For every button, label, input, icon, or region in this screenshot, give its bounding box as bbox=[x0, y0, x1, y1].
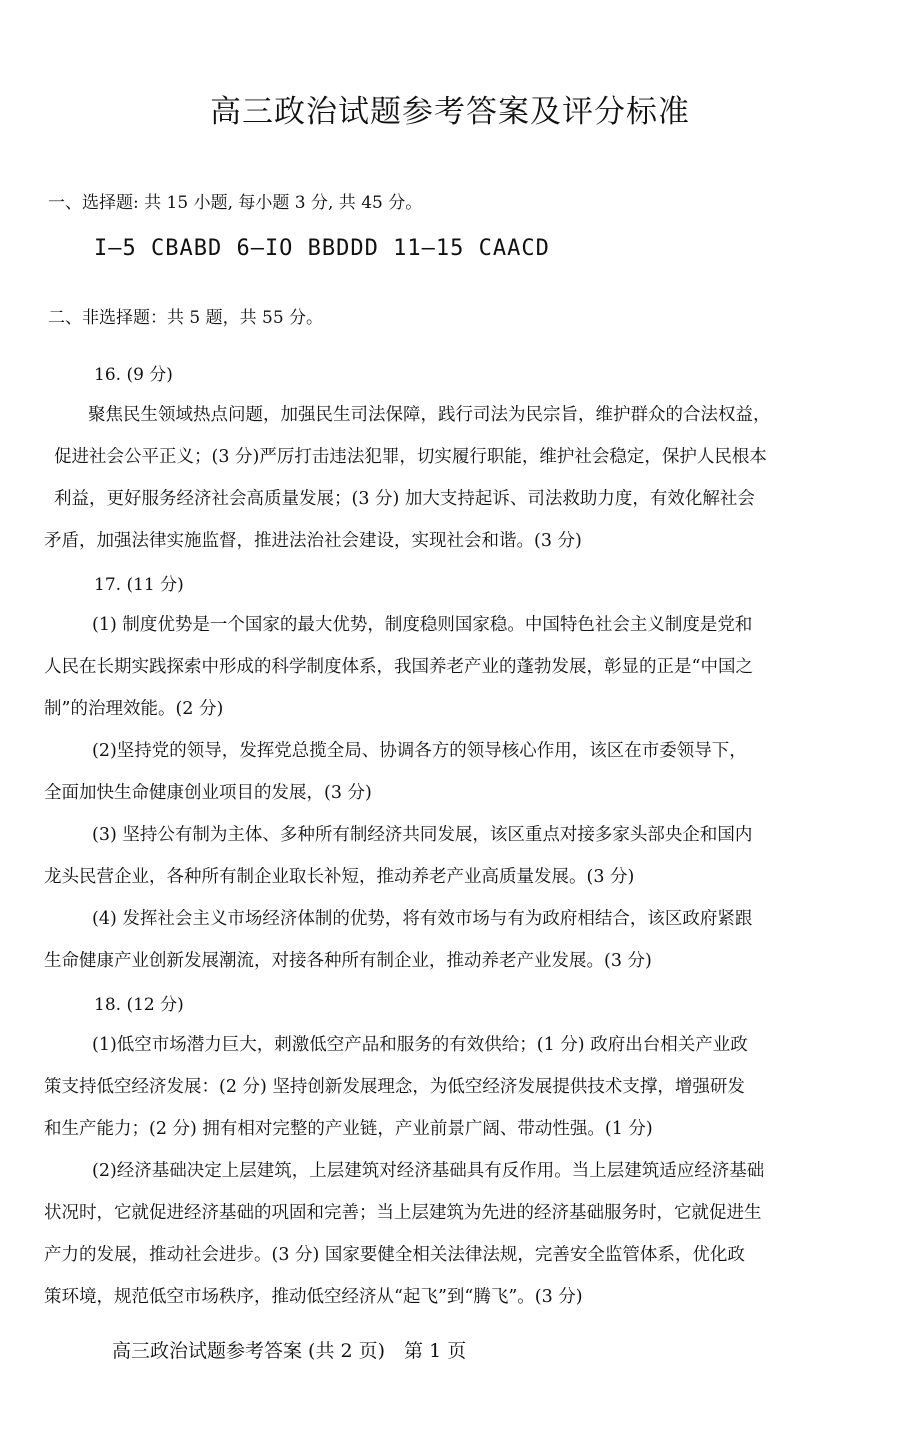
choice-answers: I—5 CBABD 6—IO BBDDD 11—15 CAACD bbox=[94, 236, 550, 261]
q17-part4 bbox=[44, 898, 844, 982]
section-2-heading: 二、非选择题：共 5 题，共 55 分。 bbox=[48, 308, 324, 328]
text-line: 利益，更好服务经济社会高质量发展；(3 分) 加大支持起诉、司法救助力度，有效化解社会 bbox=[54, 489, 755, 509]
q18-part1 bbox=[44, 1024, 844, 1150]
q18-part2 bbox=[44, 1150, 844, 1318]
text-line: 制”的治理效能。(2 分) bbox=[44, 699, 224, 719]
q18-header: 18. (12 分) bbox=[94, 995, 184, 1015]
text-line: 生命健康产业创新发展潮流，对接各种所有制企业，推动养老产业发展。(3 分) bbox=[44, 951, 652, 971]
text-line: 产力的发展，推动社会进步。(3 分) 国家要健全相关法律法规，完善安全监管体系，优化政 bbox=[44, 1245, 745, 1265]
page-title: 高三政治试题参考答案及评分标准 bbox=[210, 94, 690, 130]
section-1-heading: 一、选择题: 共 15 小题, 每小题 3 分, 共 45 分。 bbox=[48, 193, 423, 213]
text-line: (4) 发挥社会主义市场经济体制的优势，将有效市场与有为政府相结合，该区政府紧跟 bbox=[92, 909, 753, 929]
text-line: (1)低空市场潜力巨大，刺激低空产品和服务的有效供给；(1 分) 政府出台相关产业政 bbox=[92, 1035, 748, 1055]
text-line: 人民在长期实践探索中形成的科学制度体系，我国养老产业的蓬勃发展，彰显的正是“中国之 bbox=[44, 657, 753, 677]
text-line: (1) 制度优势是一个国家的最大优势，制度稳则国家稳。中国特色社会主义制度是党和 bbox=[92, 615, 753, 635]
text-line: 促进社会公平正义；(3 分)严厉打击违法犯罪，切实履行职能，维护社会稳定，保护人民根本 bbox=[54, 447, 767, 467]
text-line: (2)坚持党的领导，发挥党总揽全局、协调各方的领导核心作用，该区在市委领导下， bbox=[92, 741, 747, 761]
text-line: (2)经济基础决定上层建筑，上层建筑对经济基础具有反作用。当上层建筑适应经济基础 bbox=[92, 1161, 765, 1181]
text-line: 状况时，它就促进经济基础的巩固和完善；当上层建筑为先进的经济基础服务时，它就促进生 bbox=[44, 1203, 762, 1223]
text-line: 策环境，规范低空市场秩序，推动低空经济从“起飞”到“腾飞”。(3 分) bbox=[44, 1287, 583, 1307]
text-line: 策支持低空经济发展：(2 分) 坚持创新发展理念，为低空经济发展提供技术支撑，增强研发 bbox=[44, 1077, 745, 1097]
text-line: 聚焦民生领域热点问题，加强民生司法保障，践行司法为民宗旨，维护群众的合法权益， bbox=[88, 405, 771, 425]
q17-header: 17. (11 分) bbox=[94, 575, 184, 595]
text-line: 龙头民营企业，各种所有制企业取长补短，推动养老产业高质量发展。(3 分) bbox=[44, 867, 635, 887]
q17-part2 bbox=[44, 730, 844, 814]
text-line: 和生产能力；(2 分) 拥有相对完整的产业链，产业前景广阔、带动性强。(1 分) bbox=[44, 1119, 653, 1139]
q17-part1 bbox=[44, 604, 844, 730]
text-line: 矛盾，加强法律实施监督，推进法治社会建设，实现社会和谐。(3 分) bbox=[44, 531, 582, 551]
q17-part3 bbox=[44, 814, 844, 898]
page-footer: 高三政治试题参考答案 (共 2 页) 第 1 页 bbox=[112, 1340, 467, 1362]
text-line: (3) 坚持公有制为主体、多种所有制经济共同发展，该区重点对接多家头部央企和国内 bbox=[92, 825, 753, 845]
q16-answer bbox=[44, 394, 844, 562]
q16-header: 16. (9 分) bbox=[94, 365, 173, 385]
text-line: 全面加快生命健康创业项目的发展，(3 分) bbox=[44, 783, 372, 803]
